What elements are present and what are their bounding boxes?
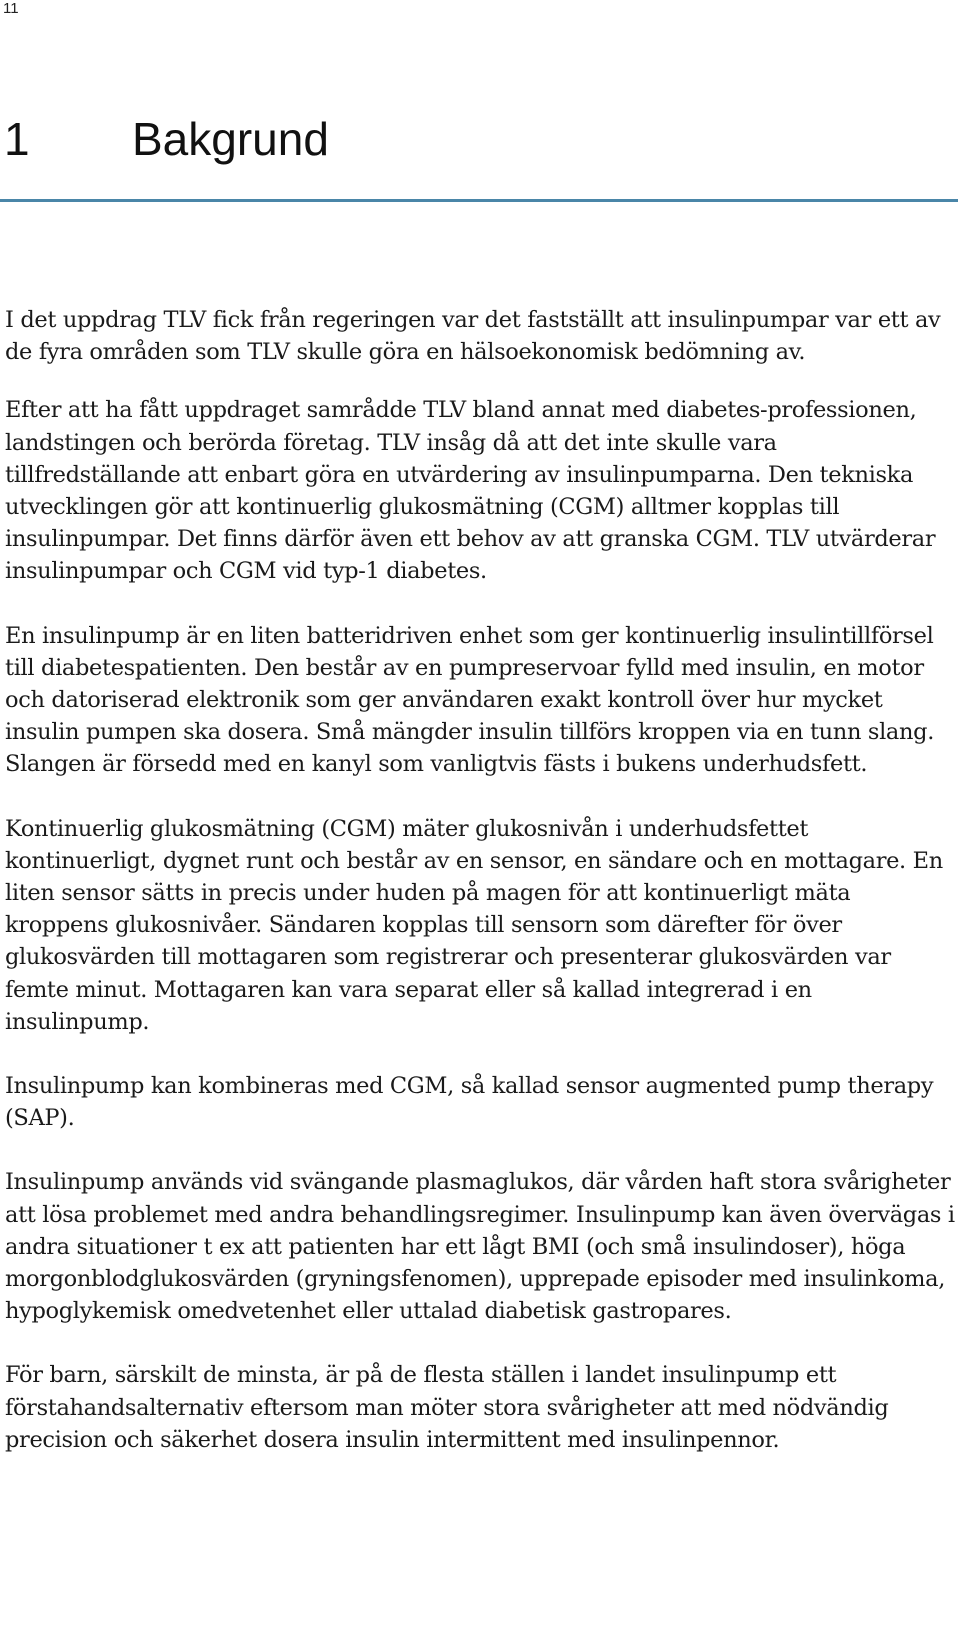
page-number: 11 — [3, 0, 19, 17]
paragraph: Kontinuerlig glukosmätning (CGM) mäter glukosnivån i underhudsfettet kontinuerligt, dygnet runt och består av en sensor, en sändare och en mottagare. En liten sensor sätts in precis under huden på magen för att kontinuerligt mäta kroppens glukosnivåer. Sändaren kopplas till sensorn som därefter för över glukosvärden till mottagaren som registrerar och presenterar glukosvärden var femte minut. Mottagaren kan vara separat eller så kallad integrerad i en insulinpump. — [5, 815, 943, 1035]
paragraph: I det uppdrag TLV fick från regeringen var det fastställt att insulinpumpar var ett av de fyra områden som TLV skulle göra en hälsoekonomisk bedömning av. — [5, 307, 941, 366]
paragraph: En insulinpump är en liten batteridriven enhet som ger kontinuerlig insulintillförsel till diabetespatienten. Den består av en pumpreservoar fylld med insulin, en motor och datoriserad elektronik som ger användaren exakt kontroll över hur mycket insulin pumpen ska dosera. Små mängder insulin tillförs kroppen via en tunn slang. Slangen är försedd med en kanyl som vanligtvis fästs i bukens underhudsfett. — [5, 622, 934, 778]
body-text — [5, 304, 955, 1488]
heading-rule — [0, 199, 958, 202]
section-title: Bakgrund — [132, 113, 329, 165]
paragraph: Efter att ha fått uppdraget samrådde TLV bland annat med diabetes-professionen, landstingen och berörda företag. TLV insåg då att det inte skulle vara tillfredställande att enbart göra en utvärdering av insulinpumparna. Den tekniska utvecklingen gör att kontinuerlig glukosmätning (CGM) alltmer kopplas till insulinpumpar. Det finns därför även ett behov av att granska CGM. TLV utvärderar insulinpumpar och CGM vid typ-1 diabetes. — [5, 397, 936, 585]
section-number: 1 — [4, 113, 30, 165]
paragraph: Insulinpump används vid svängande plasmaglukos, där vården haft stora svårigheter att lösa problemet med andra behandlingsregimer. Insulinpump kan även övervägas i andra situationer t ex att patienten har ett lågt BMI (och små insulindoser), höga morgonblodglukosvärden (gryningsfenomen), upprepade episoder med insulinkoma, hypoglykemisk omedvetenhet eller uttalad diabetisk gastropares. — [5, 1169, 955, 1325]
paragraph: För barn, särskilt de minsta, är på de flesta ställen i landet insulinpump ett förstahandsalternativ eftersom man möter stora svårigheter att med nödvändig precision och säkerhet dosera insulin intermittent med insulinpennor. — [5, 1362, 889, 1453]
section-heading — [4, 114, 329, 165]
paragraph: Insulinpump kan kombineras med CGM, så kallad sensor augmented pump therapy (SAP). — [5, 1073, 934, 1132]
